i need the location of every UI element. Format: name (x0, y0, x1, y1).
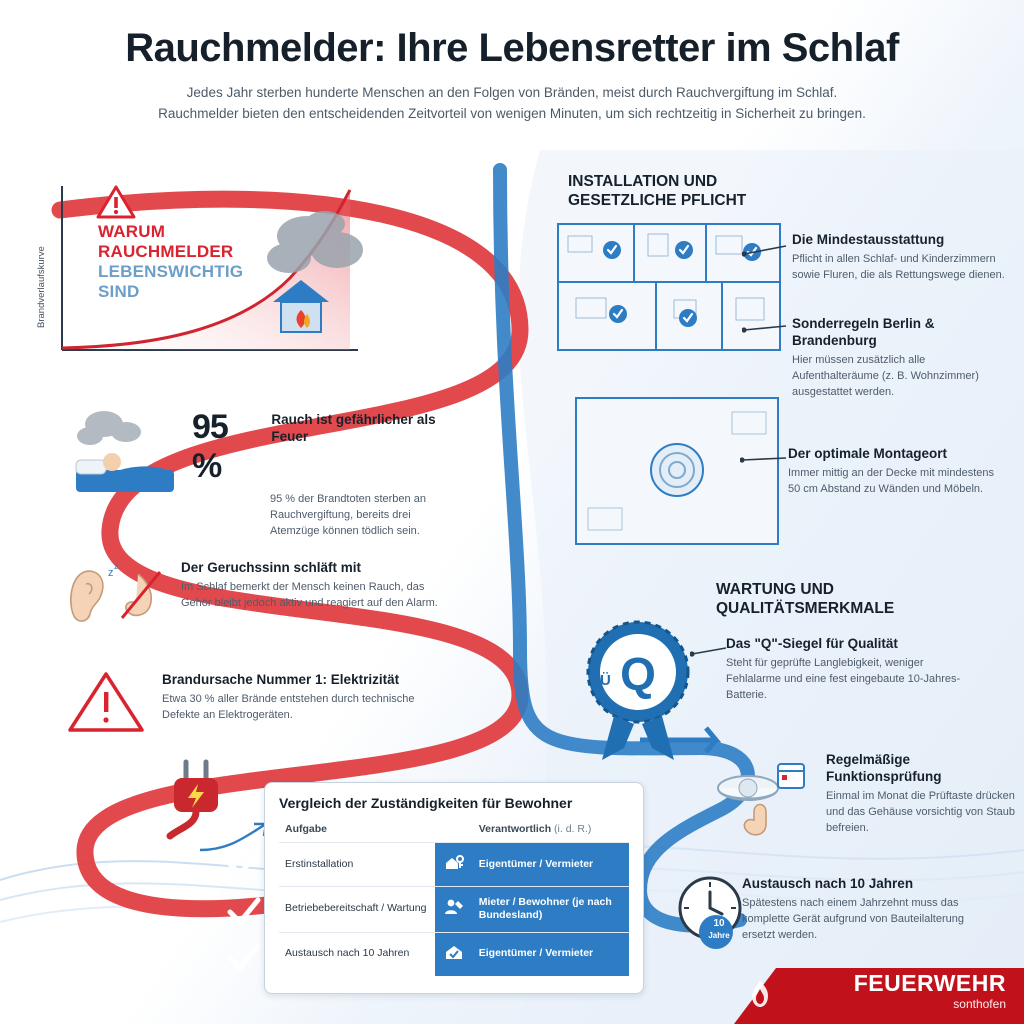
left-item-electricity (62, 668, 482, 746)
svg-text:z: z (114, 562, 118, 571)
left-item-electricity-title: Brandursache Nummer 1: Elektrizität (162, 672, 400, 687)
table-cell-responsible: Eigentümer / Vermieter (473, 843, 629, 887)
connector-line-3 (740, 452, 792, 466)
detector-test-icon (700, 754, 820, 850)
left-item-smell-body: Im Schlaf bemerkt der Mensch keinen Rauch, das Gehör bleibt jedoch aktiv und reagiert auf den Alarm. (181, 580, 438, 609)
annotation-line-1: WARUM (98, 222, 166, 241)
chart-annotation (98, 222, 243, 302)
right-item-special-rules-title: Sonderregeln Berlin & Brandenburg (792, 316, 935, 348)
right-item-q-seal-title: Das "Q"-Siegel für Qualität (726, 636, 898, 651)
table-cell-task: Erstinstallation (279, 843, 435, 887)
electrical-warning-icon (62, 668, 148, 746)
table-row (279, 843, 629, 887)
table-col-responsible (473, 820, 629, 843)
right-item-mounting-location-body: Immer mittig an der Decke mit mindestens 50 cm Abstand zu Wänden und Möbeln. (788, 466, 995, 495)
left-item-smoke-body: 95 % der Brandtoten sterben an Rauchvergiftung, bereits drei Atemzüge können tödlich sein. (270, 493, 426, 537)
section-installation-line-1: INSTALLATION UND (568, 173, 718, 190)
annotation-line-2: RAUCHMELDER (98, 242, 234, 262)
table-col-responsible-note: (i. d. R.) (554, 823, 592, 835)
left-item-electricity-body: Etwa 30 % aller Brände entstehen durch technische Defekte an Elektrogeräten. (162, 692, 415, 721)
key-house-icon (435, 843, 473, 887)
connector-line-2 (742, 318, 794, 336)
table-element (279, 820, 629, 976)
person-wrench-icon (435, 886, 473, 932)
table-row (279, 886, 629, 932)
right-item-mounting-location-title: Der optimale Montageort (788, 446, 948, 461)
footer-logo-text (854, 972, 1006, 1010)
right-item-replacement-body: Spätestens nach einem Jahrzehnt muss das komplette Gerät aufgrund von Bauteilalterung ersetzt werden. (742, 896, 964, 941)
fire-curve-chart (36, 178, 370, 373)
right-item-function-test (826, 752, 1016, 837)
left-item-smoke-title: Rauch ist gefährlicher als Feuer (271, 412, 436, 444)
table-cell-responsible: Mieter / Bewohner (je nach Bundesland) (473, 886, 629, 932)
annotation-line-3: LEBENSWICHTIG (98, 262, 244, 282)
right-item-minimum-equipment-body: Pflicht in allen Schlaf- und Kinderzimmern sowie Fluren, die als Rettungswege dienen. (792, 252, 1005, 281)
stat-value-smoke: 95 % (192, 408, 228, 485)
warning-triangle-icon (96, 184, 136, 220)
right-item-function-test-title: Regelmäßige Funktionsprüfung (826, 752, 942, 784)
table-header-row (279, 820, 629, 843)
footer-logo-main: FEUERWEHR (853, 970, 1006, 996)
subtitle-line-2: Rauchmelder bieten den entscheidenden Zeitvorteil von wenigen Minuten, um sich rechtzeitig in Sicherheit zu bringen. (158, 105, 866, 121)
right-item-function-test-body: Einmal im Monat die Prüftaste drücken und das Gehäuse vorsichtig von Staub befreien. (826, 789, 1015, 834)
table-checkmarks (224, 846, 264, 981)
floorplan-room-diagram (574, 396, 780, 546)
chart-y-axis-label: Brandverlaufskurve (36, 246, 47, 328)
ear-nose-icon (62, 560, 167, 630)
left-item-smell-title: Der Geruchssinn schläft mit (181, 560, 362, 575)
connector-line-4 (690, 644, 732, 658)
table-cell-task: Austausch nach 10 Jahren (279, 932, 435, 975)
burning-house-icon (255, 206, 375, 346)
right-item-mounting-location (788, 446, 1002, 498)
page-title: Rauchmelder: Ihre Lebensretter im Schlaf (125, 26, 899, 70)
table-title: Vergleich der Zuständigkeiten für Bewohner (279, 795, 573, 811)
right-item-q-seal (726, 636, 976, 704)
section-installation-line-2: GESETZLICHE PFLICHT (568, 192, 747, 210)
subtitle-line-1: Jedes Jahr sterben hunderte Menschen an den Folgen von Bränden, meist durch Rauchvergiftung im Schlaf. (186, 85, 838, 100)
svg-text:Q: Q (620, 648, 656, 700)
sleeping-person-icon (70, 408, 178, 503)
checkmark-group-icon (224, 846, 264, 976)
section-maintenance-line-1: WARTUNG UND (716, 581, 834, 598)
table-row (279, 932, 629, 975)
clock-badge-number: 10 (713, 918, 725, 929)
left-item-smell (62, 560, 462, 630)
right-item-minimum-equipment-title: Die Mindestausstattung (792, 232, 945, 247)
right-item-minimum-equipment (792, 232, 1006, 284)
right-item-q-seal-body: Steht für geprüfte Langlebigkeit, weniger Fehlalarme und eine fest eingebaute 10-Jahres-Batterie. (726, 656, 961, 701)
left-item-smoke (70, 408, 450, 540)
header (0, 26, 1024, 125)
footer-logo-sub: sonthofen (953, 997, 1006, 1011)
svg-text:z: z (108, 567, 114, 579)
annotation-line-4: SIND (98, 282, 140, 302)
clock-badge-unit: Jahre (708, 930, 730, 940)
right-item-replacement-title: Austausch nach 10 Jahren (742, 876, 914, 891)
table-cell-task: Betriebebereitschaft / Wartung (279, 886, 435, 932)
right-item-special-rules-body: Hier müssen zusätzlich alle Aufenthalteräume (z. B. Wohnzimmer) ausgestattet werden. (792, 353, 979, 398)
right-item-special-rules (792, 316, 1006, 401)
fire-department-emblem-icon (742, 976, 778, 1012)
section-installation-heading (568, 172, 828, 211)
q-seal-umlaut-label: Ü (600, 672, 611, 689)
clock-badge-label (702, 918, 736, 941)
table-col-responsible-label: Verantwortlich (478, 823, 552, 835)
responsibility-table (264, 782, 644, 994)
house-check-icon (435, 932, 473, 975)
section-maintenance-heading (716, 580, 966, 619)
right-item-replacement (742, 876, 994, 944)
page-subtitle (0, 83, 1024, 125)
q-quality-seal-icon (568, 612, 708, 762)
connector-line-1 (742, 240, 794, 258)
section-maintenance-line-2: QUALITÄTSMERKMALE (716, 600, 895, 618)
table-cell-responsible: Eigentümer / Vermieter (473, 932, 629, 975)
table-col-task: Aufgabe (285, 823, 327, 835)
